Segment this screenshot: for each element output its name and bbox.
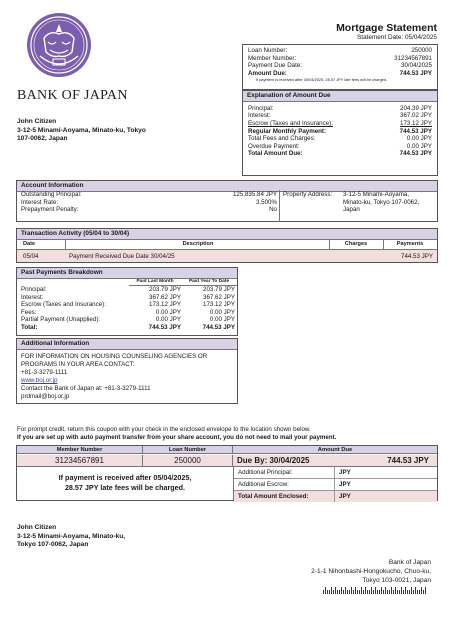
barcode-bar bbox=[353, 590, 354, 594]
past-payment-last-month: 173.12 JPY bbox=[149, 301, 181, 309]
email-address: prdmail@boj.or.jp bbox=[21, 393, 70, 401]
loan-summary-label: Loan Number: bbox=[248, 47, 288, 54]
explanation-value: 0.00 JPY bbox=[406, 135, 432, 143]
barcode-bar bbox=[421, 587, 422, 594]
explanation-value: 173.12 JPY bbox=[400, 119, 432, 127]
mail-to-address bbox=[311, 559, 431, 586]
past-payment-ytd: 173.12 JPY bbox=[203, 301, 235, 309]
coupon-late-line2: 28.57 JPY late fees will be charged. bbox=[64, 482, 186, 492]
explanation-row bbox=[248, 105, 432, 113]
past-payment-row bbox=[21, 309, 235, 317]
barcode-bar bbox=[391, 587, 392, 594]
barcode-bar bbox=[417, 590, 418, 594]
barcode-bar bbox=[405, 587, 406, 594]
coupon-late-note bbox=[17, 473, 233, 492]
coupon-col-member: Member Number bbox=[17, 446, 143, 454]
past-payment-row bbox=[21, 316, 235, 324]
transaction-description: Payment Received Due Date 30/04/25 bbox=[69, 253, 175, 260]
barcode-bar bbox=[373, 590, 374, 594]
statement-title: Mortgage Statement bbox=[336, 22, 437, 34]
customer-address-line1: 3-12-5 Minami-Aoyama, Minato-ku, Tokyo bbox=[17, 126, 146, 134]
barcode-bar bbox=[331, 587, 332, 594]
barcode-bar bbox=[419, 590, 420, 594]
explanation-label: Interest: bbox=[248, 112, 271, 120]
past-payment-last-month: 744.53 JPY bbox=[148, 323, 181, 331]
barcode-bar bbox=[337, 590, 338, 594]
barcode-bar bbox=[361, 587, 362, 594]
barcode-bar bbox=[325, 587, 326, 594]
coupon-box bbox=[16, 445, 438, 501]
transaction-col-charges: Charges bbox=[344, 241, 368, 247]
barcode-bar bbox=[343, 590, 344, 594]
explanation-row bbox=[248, 135, 432, 143]
account-header: Account Information bbox=[17, 181, 437, 192]
website-link[interactable]: www.boj.or.jp bbox=[21, 377, 58, 384]
barcode-bar bbox=[387, 590, 388, 594]
barcode-bar bbox=[357, 590, 358, 594]
past-payment-last-month: 367.62 JPY bbox=[149, 293, 181, 301]
mail-from-name: John Citizen bbox=[17, 524, 57, 531]
barcode-bar bbox=[375, 587, 376, 594]
past-payment-label: Escrow (Taxes and Insurance): bbox=[21, 301, 106, 309]
barcode-bar bbox=[347, 590, 348, 594]
coupon-col-amount: Amount Due bbox=[233, 446, 437, 454]
coupon-extra-label: Total Amount Enclosed: bbox=[234, 491, 335, 502]
barcode-icon bbox=[323, 587, 429, 594]
explanation-row bbox=[248, 120, 432, 128]
counseling-line1: FOR INFORMATION ON HOUSING COUNSELING AGENCIES OR bbox=[21, 352, 208, 360]
barcode-bar bbox=[329, 590, 330, 594]
loan-summary-value: 250000 bbox=[411, 47, 432, 54]
customer-address-line2: 107-0062, Japan bbox=[17, 135, 68, 143]
statement-date: Statement Date: 05/04/2025 bbox=[357, 34, 437, 41]
barcode-bar bbox=[345, 587, 346, 594]
additional-info-header: Additional Information bbox=[17, 339, 237, 350]
past-payment-label: Principal: bbox=[21, 286, 47, 293]
property-address-label: Property Address: bbox=[283, 191, 333, 198]
explanation-row bbox=[248, 150, 432, 158]
account-rows bbox=[21, 191, 277, 214]
explanation-header: Explanation of Amount Due bbox=[243, 91, 437, 102]
account-row bbox=[21, 199, 277, 207]
transaction-header: Transaction Activity (05/04 to 30/04) bbox=[17, 229, 437, 240]
barcode-bar bbox=[363, 590, 364, 594]
coupon-extra-input[interactable]: JPY bbox=[339, 469, 351, 476]
barcode-bar bbox=[411, 587, 412, 594]
contact-line: Contact the Bank of Japan at: +81-3-3279-1111 bbox=[21, 385, 151, 393]
coupon-extra-row bbox=[234, 467, 437, 479]
past-payments-box bbox=[16, 267, 238, 336]
loan-summary-value: 30/04/2025 bbox=[401, 62, 432, 70]
account-value: 125,835.84 JPY bbox=[232, 191, 277, 198]
explanation-row bbox=[248, 128, 432, 136]
transaction-col-payments: Payments bbox=[396, 241, 424, 247]
barcode-bar bbox=[385, 587, 386, 594]
explanation-row bbox=[248, 112, 432, 120]
barcode-bar bbox=[383, 590, 384, 594]
loan-summary-label: Payment Due Date: bbox=[248, 62, 302, 70]
transaction-col-date: Date bbox=[23, 241, 36, 247]
loan-summary-row bbox=[248, 62, 432, 70]
past-payment-ytd: 367.62 JPY bbox=[203, 293, 235, 301]
loan-summary-row bbox=[248, 55, 432, 63]
past-payment-last-month: 0.00 JPY bbox=[155, 308, 181, 316]
barcode-bar bbox=[409, 590, 410, 594]
past-payment-ytd: 0.00 JPY bbox=[209, 308, 235, 316]
account-row bbox=[21, 206, 277, 214]
barcode-bar bbox=[397, 590, 398, 594]
loan-summary-box bbox=[242, 44, 438, 90]
barcode-bar bbox=[371, 587, 372, 594]
bank-name: BANK OF JAPAN bbox=[17, 88, 128, 103]
barcode-bar bbox=[377, 590, 378, 594]
mail-to-line1: 2-1-1 Nihonbashi-Hongokucho, Chuo-ku, bbox=[311, 567, 431, 575]
barcode-bar bbox=[381, 587, 382, 594]
explanation-value: 0.00 JPY bbox=[406, 142, 432, 150]
loan-summary-value: 744.53 JPY bbox=[399, 69, 432, 77]
postal-barcode bbox=[323, 587, 429, 597]
explanation-row bbox=[248, 143, 432, 151]
past-payment-ytd: 203.79 JPY bbox=[203, 286, 235, 293]
customer-address bbox=[17, 118, 146, 144]
past-payment-row bbox=[21, 324, 235, 332]
explanation-value: 204.39 JPY bbox=[400, 104, 432, 112]
barcode-bar bbox=[369, 590, 370, 594]
explanation-box bbox=[242, 90, 438, 176]
explanation-value: 367.02 JPY bbox=[400, 112, 432, 120]
barcode-bar bbox=[379, 590, 380, 594]
property-address-line: Japan bbox=[343, 206, 360, 214]
barcode-bar bbox=[349, 590, 350, 594]
barcode-bar bbox=[399, 590, 400, 594]
coupon-due-label: Due By: 30/04/2025 bbox=[233, 455, 437, 466]
bank-seal bbox=[26, 12, 92, 78]
coupon-extra-row bbox=[234, 479, 437, 491]
account-label: Prepayment Penalty: bbox=[21, 206, 79, 214]
barcode-bar bbox=[355, 587, 356, 594]
additional-info-box bbox=[16, 338, 238, 404]
barcode-bar bbox=[393, 590, 394, 594]
explanation-rows bbox=[243, 102, 437, 158]
coupon-extra-label: Additional Escrow: bbox=[234, 479, 335, 490]
late-fee-note: If payment is received after 30/04/2025, 28.57 JPY late fees will be charged. bbox=[256, 77, 388, 83]
past-payments-rows bbox=[21, 286, 235, 331]
coupon-instruction: For prompt credit, return this coupon with your check in the enclosed envelope to the location shown below. bbox=[17, 426, 311, 433]
explanation-value: 744.53 JPY bbox=[399, 127, 432, 135]
loan-summary-value: 31234567891 bbox=[394, 54, 432, 62]
barcode-bar bbox=[415, 587, 416, 594]
barcode-bar bbox=[413, 590, 414, 594]
coupon-extra-rows bbox=[234, 467, 437, 502]
barcode-bar bbox=[335, 587, 336, 594]
barcode-bar bbox=[367, 590, 368, 594]
barcode-bar bbox=[365, 587, 366, 594]
past-payment-last-month: 203.79 JPY bbox=[149, 286, 181, 293]
explanation-label: Principal: bbox=[248, 104, 274, 112]
transaction-activity-box bbox=[16, 228, 438, 263]
account-label: Interest Rate: bbox=[21, 198, 59, 206]
barcode-bar bbox=[423, 590, 424, 594]
barcode-bar bbox=[407, 590, 408, 594]
barcode-bar bbox=[327, 590, 328, 594]
counseling-phone: +81-3-3279-1111 bbox=[21, 368, 68, 376]
past-col-last-month: Paid Last Month bbox=[136, 279, 174, 284]
coupon-extra-input[interactable]: JPY bbox=[339, 493, 351, 500]
past-col-ytd: Paid Year To Date bbox=[188, 279, 230, 284]
property-address-line: 3-12-5 Minami-Aoyama, bbox=[343, 191, 410, 198]
barcode-bar bbox=[401, 587, 402, 594]
mail-to-name: Bank of Japan bbox=[388, 559, 431, 566]
barcode-bar bbox=[341, 587, 342, 594]
transaction-col-description: Description bbox=[182, 241, 214, 247]
loan-summary-rows bbox=[248, 47, 432, 77]
barcode-bar bbox=[359, 590, 360, 594]
mail-from-line1: 3-12-5 Minami-Aoyama, Minato-ku, bbox=[17, 532, 126, 540]
coupon-member-number: 31234567891 bbox=[17, 455, 143, 466]
coupon-col-loan: Loan Number bbox=[143, 446, 233, 454]
explanation-value: 744.53 JPY bbox=[399, 150, 432, 158]
barcode-bar bbox=[425, 587, 426, 594]
transaction-payments: 744.53 JPY bbox=[401, 253, 433, 260]
coupon-extra-input[interactable]: JPY bbox=[339, 481, 351, 488]
coupon-auto-note: If you are set up with auto payment transfer from your share account, you do not need to mail your payment. bbox=[17, 434, 337, 441]
past-payment-label: Interest: bbox=[21, 293, 44, 301]
account-row bbox=[21, 191, 277, 199]
coupon-extra-label: Additional Principal: bbox=[234, 467, 335, 478]
loan-summary-label: Amount Due: bbox=[248, 69, 287, 77]
explanation-label: Regular Monthly Payment: bbox=[248, 127, 327, 135]
additional-info-body bbox=[17, 350, 237, 401]
account-information-box bbox=[16, 180, 438, 222]
explanation-label: Overdue Payment: bbox=[248, 142, 300, 150]
coupon-late-line1: If payment is received after 05/04/2025, bbox=[58, 473, 192, 482]
explanation-label: Escrow (Taxes and Insurance): bbox=[248, 119, 333, 127]
loan-summary-label: Member Number: bbox=[248, 54, 297, 62]
barcode-bar bbox=[333, 590, 334, 594]
account-label: Outstanding Principal: bbox=[21, 191, 82, 198]
account-value: No bbox=[269, 206, 277, 214]
past-payment-ytd: 744.53 JPY bbox=[202, 323, 235, 331]
property-address bbox=[343, 191, 419, 214]
barcode-bar bbox=[351, 587, 352, 594]
property-address-line: Minato-ku, Tokyo 107-0062, bbox=[343, 198, 420, 206]
explanation-label: Total Amount Due: bbox=[248, 150, 303, 158]
mail-from-line2: Tokyo 107-0062, Japan bbox=[17, 541, 89, 549]
account-divider bbox=[279, 190, 280, 222]
counseling-line2: PROGRAMS IN YOUR AREA CONTACT: bbox=[21, 360, 135, 368]
table-row bbox=[17, 250, 437, 262]
coupon-extra-row bbox=[234, 491, 437, 502]
account-value: 3.500% bbox=[256, 198, 277, 206]
barcode-bar bbox=[395, 587, 396, 594]
barcode-bar bbox=[339, 590, 340, 594]
past-payment-row bbox=[21, 286, 235, 294]
coupon-loan-number: 250000 bbox=[143, 455, 233, 466]
loan-summary-row bbox=[248, 47, 432, 55]
mail-from-address bbox=[17, 524, 125, 550]
past-payment-row bbox=[21, 301, 235, 309]
mail-to-line2: Tokyo 103-0021, Japan bbox=[362, 576, 431, 584]
past-payment-row bbox=[21, 294, 235, 302]
customer-name: John Citizen bbox=[17, 118, 57, 125]
past-payment-last-month: 0.00 JPY bbox=[155, 316, 181, 324]
barcode-bar bbox=[389, 590, 390, 594]
coupon-due-amount: 744.53 JPY bbox=[387, 456, 429, 465]
past-payment-label: Partial Payment (Unapplied): bbox=[21, 316, 101, 324]
explanation-label: Total Fees and Charges: bbox=[248, 135, 316, 143]
past-payment-ytd: 0.00 JPY bbox=[209, 316, 235, 324]
past-payments-header: Past Payments Breakdown bbox=[17, 268, 237, 279]
past-payment-label: Fees: bbox=[21, 308, 37, 316]
barcode-bar bbox=[323, 590, 324, 594]
past-payment-label: Total: bbox=[21, 323, 38, 331]
transaction-date: 05/04 bbox=[23, 253, 39, 260]
seal-icon bbox=[26, 12, 92, 78]
barcode-bar bbox=[403, 590, 404, 594]
loan-summary-row bbox=[248, 70, 432, 78]
